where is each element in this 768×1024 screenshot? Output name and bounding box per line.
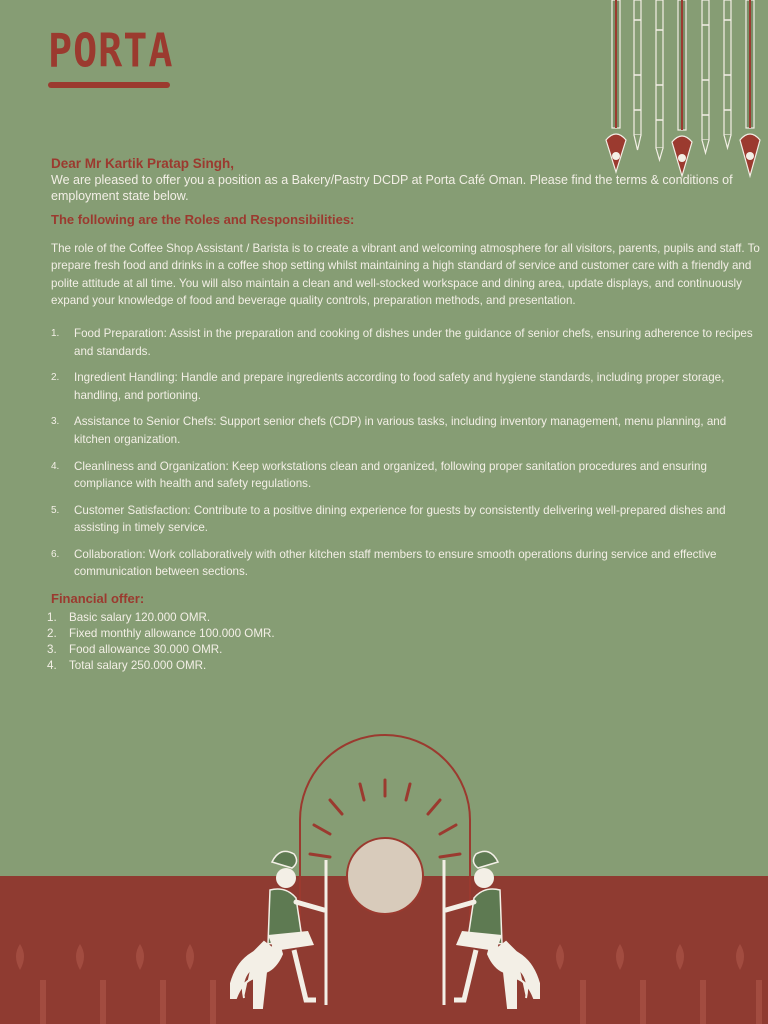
list-item: [47, 626, 761, 642]
list-text: Basic salary 120.000 OMR.: [69, 610, 211, 624]
list-number: 2.: [47, 626, 57, 640]
list-number: 1.: [51, 328, 60, 340]
list-text: Cleanliness and Organization: Keep workstations clean and organized, following proper sanitation procedures and ensuring compliance with health and safety regulations.: [74, 459, 707, 490]
list-text: Food Preparation: Assist in the preparation and cooking of dishes under the guidance of senior chefs, ensuring adherence to recipes and standards.: [74, 327, 753, 358]
greeting: Dear Mr Kartik Pratap Singh,: [51, 156, 235, 171]
list-text: Ingredient Handling: Handle and prepare ingredients according to food safety and hygiene standards, including proper storage, handling, and portioning.: [74, 371, 725, 402]
list-text: Customer Satisfaction: Contribute to a positive dining experience for guests by consistently delivering well-prepared dishes and assisting in timely service.: [74, 503, 726, 535]
list-number: 6.: [51, 548, 60, 560]
list-item: [51, 502, 761, 537]
role-description: The role of the Coffee Shop Assistant / Barista is to create a vibrant and welcoming atmosphere for all visitors, parents, pupils and staff. To prepare fresh food and drinks in a coffee shop setting whilst maintaining a high standard of service and customer care with a friendly and polite attitude at all time. You will also maintain a clean and well-stocked workspace and dining area, update displays, and continuously expand your knowledge of food and beverage quality controls, preparation methods, and presentation.: [51, 242, 760, 307]
list-text: Collaboration: Work collaboratively with other kitchen staff members to ensure smooth operations during service and effective communication between sections.: [74, 547, 717, 579]
list-item: [51, 458, 761, 493]
list-number: 3.: [47, 642, 57, 656]
list-text: Fixed monthly allowance 100.000 OMR.: [69, 626, 275, 640]
financial-title: Financial offer:: [51, 590, 145, 606]
roles-list: [51, 325, 761, 580]
list-number: 1.: [47, 610, 57, 624]
list-item: [51, 369, 761, 404]
logo-underline: [48, 82, 170, 88]
list-number: 4.: [51, 460, 60, 472]
list-number: 2.: [51, 372, 60, 384]
list-text: Food allowance 30.000 OMR.: [69, 642, 223, 656]
roles-title: The following are the Roles and Responsibilities:: [51, 212, 355, 227]
list-text: Total salary 250.000 OMR.: [69, 658, 207, 672]
intro-paragraph: We are pleased to offer you a position as a Bakery/Pastry DCDP at Porta Café Oman. Please find the terms & conditions of employment state below.: [51, 173, 733, 203]
list-item: [47, 658, 761, 674]
list-number: 4.: [47, 658, 57, 672]
letter-body: [47, 156, 761, 674]
hanging-ornament-icon: [598, 0, 768, 180]
list-item: [51, 546, 761, 581]
list-number: 3.: [51, 416, 60, 428]
sun-arch-illustration: [230, 730, 540, 1010]
list-item: [47, 610, 761, 626]
list-item: [51, 413, 761, 448]
list-item: [47, 642, 761, 658]
list-text: Assistance to Senior Chefs: Support senior chefs (CDP) in various tasks, including inventory management, menu planning, and kitchen organization.: [74, 415, 727, 446]
financial-list: [47, 610, 761, 674]
logo-text: PORTA: [48, 24, 174, 78]
figure-with-dog-icon: [230, 851, 326, 1008]
list-item: [51, 325, 761, 360]
list-number: 5.: [51, 504, 60, 516]
